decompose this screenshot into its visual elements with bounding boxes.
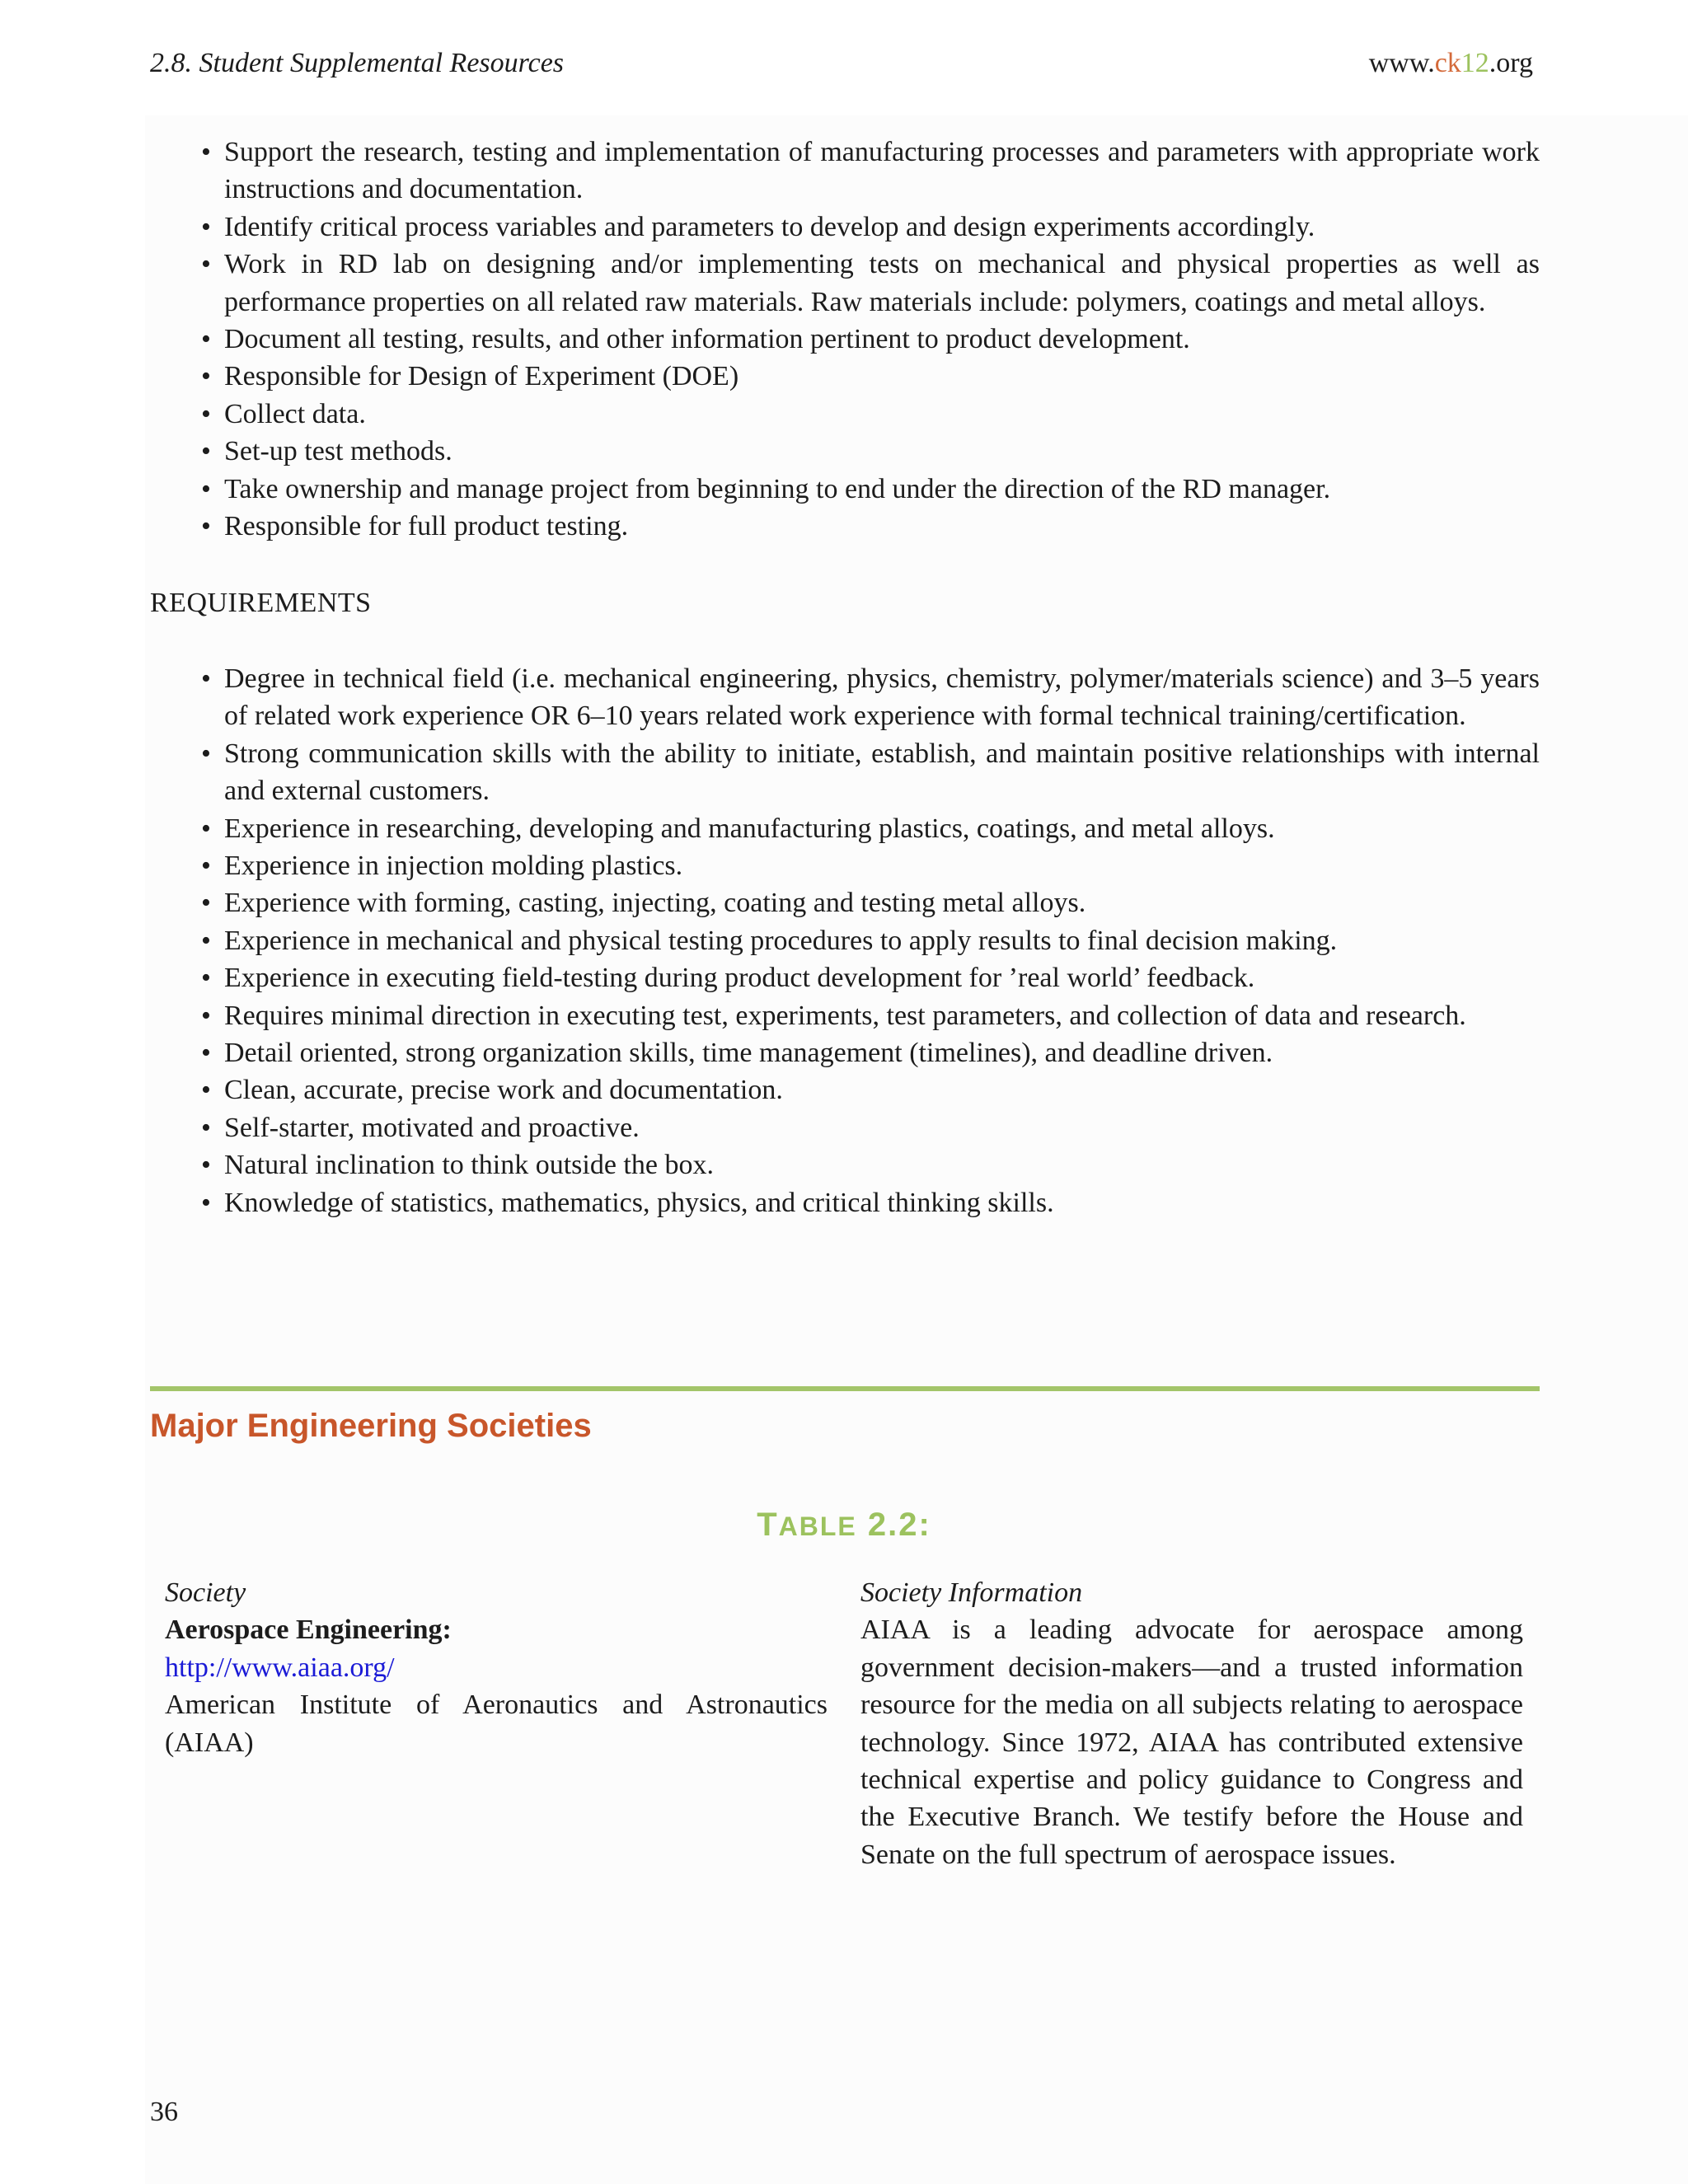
requirement-item: • Degree in technical field (i.e. mechanical engineering, physics, chemistry, polymer/materials science) and 3–5 years of related work experience OR 6–10 years related work experience with formal technical training/certification. bbox=[150, 660, 1540, 735]
societies-table bbox=[165, 1574, 1523, 1873]
page-number: 36 bbox=[150, 2097, 178, 2127]
table-row bbox=[165, 1611, 1523, 1873]
requirement-item: • Experience in injection molding plastics. bbox=[150, 847, 1540, 884]
responsibility-item: • Collect data. bbox=[150, 396, 1540, 433]
requirement-item: • Natural inclination to think outside the box. bbox=[150, 1146, 1540, 1183]
table-header-row bbox=[165, 1574, 1523, 1611]
requirement-item: • Strong communication skills with the ability to initiate, establish, and maintain positive relationships with internal and external customers. bbox=[150, 735, 1540, 810]
society-link[interactable]: http://www.aiaa.org/ bbox=[165, 1652, 395, 1683]
responsibility-item: • Identify critical process variables and parameters to develop and design experiments accordingly. bbox=[150, 209, 1540, 246]
site-url[interactable]: www.ck12.org bbox=[1368, 48, 1533, 78]
table-caption: TABLE 2.2: bbox=[757, 1507, 931, 1543]
requirement-item: • Experience in executing field-testing during product development for ’real world’ feedback. bbox=[150, 959, 1540, 996]
responsibility-item: • Responsible for Design of Experiment (DOE) bbox=[150, 358, 1540, 395]
society-column-header: Society bbox=[165, 1577, 246, 1608]
society-info-column-header: Society Information bbox=[860, 1577, 1083, 1608]
requirement-item: • Experience in mechanical and physical testing procedures to apply results to final decision making. bbox=[150, 922, 1540, 959]
society-name: American Institute of Aeronautics and Astronautics (AIAA) bbox=[165, 1690, 828, 1758]
requirement-item: • Experience with forming, casting, injecting, coating and testing metal alloys. bbox=[150, 884, 1540, 921]
responsibility-item: • Work in RD lab on designing and/or implementing tests on mechanical and physical properties as well as performance properties on all related raw materials. Raw materials include: polymers, coatings and metal alloys. bbox=[150, 246, 1540, 321]
responsibility-item: • Document all testing, results, and other information pertinent to product development. bbox=[150, 321, 1540, 358]
requirement-item: • Self-starter, motivated and proactive. bbox=[150, 1109, 1540, 1146]
chapter-title: 2.8. Student Supplemental Resources bbox=[150, 48, 565, 78]
requirements-heading: REQUIREMENTS bbox=[150, 588, 372, 619]
society-field: Aerospace Engineering: bbox=[165, 1615, 452, 1646]
responsibility-item: • Set-up test methods. bbox=[150, 433, 1540, 470]
main-content bbox=[150, 134, 1540, 1221]
responsibilities-list bbox=[150, 134, 1540, 545]
requirements-list bbox=[150, 660, 1540, 1221]
responsibility-item: • Support the research, testing and implementation of manufacturing processes and parameters with appropriate work instructions and documentation. bbox=[150, 134, 1540, 209]
responsibility-item: • Take ownership and manage project from beginning to end under the direction of the RD manager. bbox=[150, 471, 1540, 508]
requirement-item: • Requires minimal direction in executing test, experiments, test parameters, and collection of data and research. bbox=[150, 997, 1540, 1034]
requirement-item: • Experience in researching, developing and manufacturing plastics, coatings, and metal alloys. bbox=[150, 810, 1540, 847]
section-title: Major Engineering Societies bbox=[150, 1408, 592, 1444]
society-info-cell: AIAA is a leading advocate for aerospace among government decision-makers—and a trusted information resource for the media on all subjects relating to aerospace technology. Since 1972, AIAA has contributed extensive technical expertise and policy guidance to Congress and the Executive Branch. We testify before the House and Senate on the full spectrum of aerospace issues. bbox=[860, 1615, 1523, 1870]
responsibility-item: • Responsible for full product testing. bbox=[150, 508, 1540, 545]
society-cell bbox=[165, 1611, 860, 1873]
requirement-item: • Knowledge of statistics, mathematics, physics, and critical thinking skills. bbox=[150, 1184, 1540, 1221]
section-divider bbox=[150, 1386, 1540, 1391]
running-header bbox=[150, 48, 1533, 87]
requirement-item: • Detail oriented, strong organization skills, time management (timelines), and deadline driven. bbox=[150, 1034, 1540, 1071]
requirement-item: • Clean, accurate, precise work and documentation. bbox=[150, 1071, 1540, 1108]
